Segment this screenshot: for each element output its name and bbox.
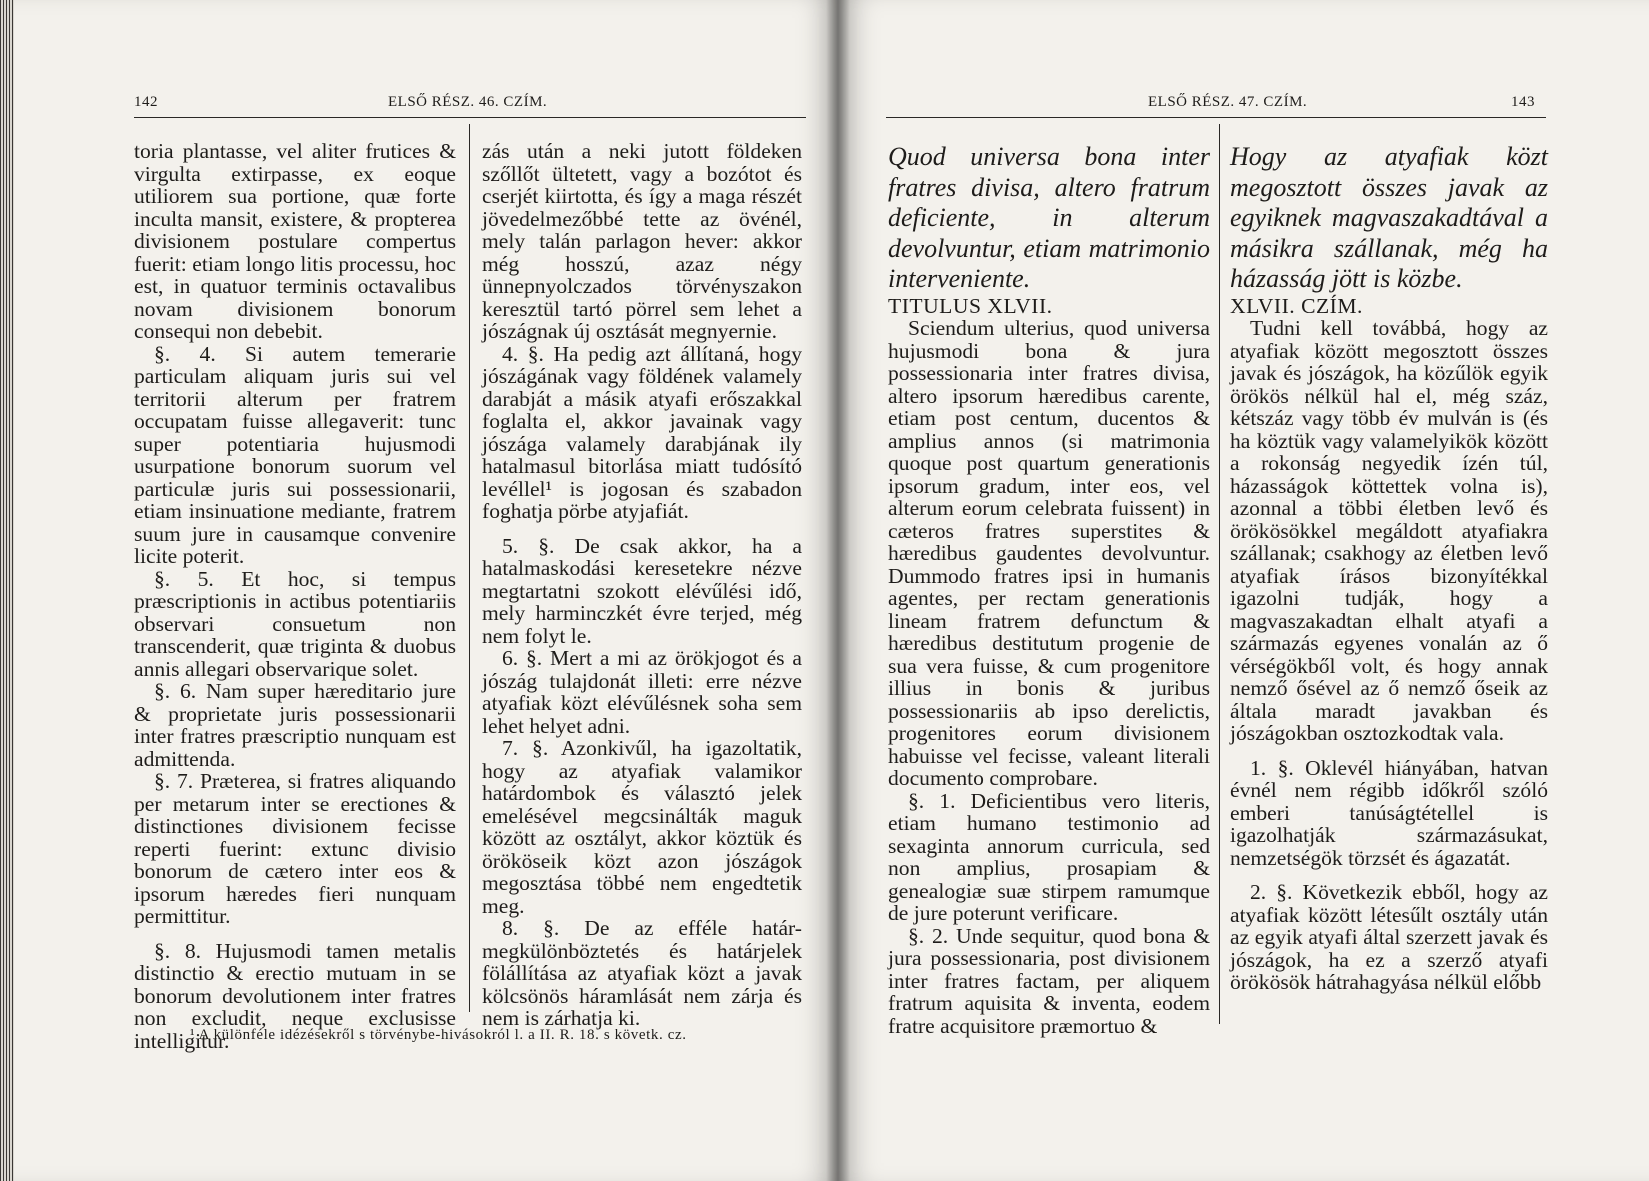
column-divider	[469, 124, 470, 1012]
section-title: Quod universa bona inter fratres divisa, altero fratrum deficiente, in alterum devolvuntur, etiam matrimonio interveniente.	[888, 142, 1210, 293]
running-head: ELSŐ RÉSZ. 47. CZÍM.	[1148, 94, 1308, 110]
book-gutter	[826, 0, 850, 1181]
paragraph: 2. §. Következik ebből, hogy az atyafiak között létesűlt osztály után az egyik atyafi által szerzett javak és jószágok, ha ez a szerző atyafi örökösök hátrahagyása nélkül előbb	[1230, 880, 1548, 994]
paragraph: toria plantasse, vel aliter frutices & virgulta extirpasse, ex eoque utiliorem sua portione, quæ forte inculta mansit, existere, & propterea divisionem postulare compertus fuerit: etiam longo litis processu, hoc est, in quatuor terminis octavalibus novam divisionem bonorum consequi non debebit.	[134, 139, 456, 343]
paragraph: §. 2. Unde sequitur, quod bona & jura possessionaria, post divisionem inter fratres factam, per aliquem fratrum aquisita & inventa, eodem fratre acquisitore præmortuo &	[888, 923, 1210, 1038]
paragraph: 7. §. Azonkivűl, ha igazoltatik, hogy az atyafiak valamikor határdombok és választó jelek emelésével megcsinálták maguk között az osztályt, akkor köztük és örököseik közt azon jószágok megosztása többé nem engedtetik meg.	[482, 736, 802, 918]
page-number: 142	[134, 94, 158, 110]
header-rule	[134, 117, 806, 118]
header-rule	[886, 117, 1546, 118]
paragraph: §. 1. Deficientibus vero literis, etiam humano testimonio ad sexaginta annorum curricula, sed non amplius, prosapiam & genealogiæ suæ stirpem ramumque de jure poterunt verificare.	[888, 788, 1210, 925]
hungarian-column	[482, 140, 802, 1030]
paragraph: 4. §. Ha pedig azt állítaná, hogy jószágának vagy földének valamely darabját a másik atyafi erőszakkal foglalta el, akkor javainak vagy jószága valamely darabjának ily hatalmasul bitorlása miatt tudósító levéllel¹ is jogosan és szabadon foghatja pörbe atyjafiát.	[482, 341, 802, 523]
paragraph: 6. §. Mert a mi az örökjogot és a jószág tulajdonát illeti: erre nézve atyafiak közt elévűlésnek soha sem lehet helyet adni.	[482, 646, 802, 738]
paragraph: 1. §. Oklevél hiányában, hatvan évnél nem régibb időkről szóló emberi tanúságtétellel is igazolhatják származásukat, nemzetségök törzsét és ágazatát.	[1230, 755, 1548, 870]
paragraph: §. 5. Et hoc, si tempus præscriptionis in actibus potentiariis observari consuetum non transcenderit, quæ triginta & duobus annis allegari observarique solet.	[134, 566, 456, 681]
running-head: ELSŐ RÉSZ. 46. CZÍM.	[388, 94, 548, 110]
paragraph: Sciendum ulterius, quod universa hujusmodi bona & jura possessionaria inter fratres divisa, altero ipsorum hæredibus carente, etiam post centum, ducentos & amplius annos (si matrimonia quoque post quartum generationis ipsorum gradum, inter eos, vel alterum eorum celebrata fuissent) in cæteros fratres superstites & hæredibus gaudentes devolvuntur. Dummodo fratres ipsi in humanis agentes, per rectam generationis lineam fratrem defunctum & hæredibus destitutum progenie de sua vera fuisse, & cum progenitore illius in bonis & juribus possessionariis ab ipso derelictis, progenitores eorum divisionem habuisse vel fecisse, valeant literali documento comprobare.	[888, 316, 1210, 790]
page-edges	[0, 0, 14, 1181]
paragraph: Tudni kell továbbá, hogy az atyafiak között megosztott összes javak és jószágok, ha közűlök egyik örökös nélkül hal el, még száz, kétszáz vagy több év mulván is (és ha köztük vagy valamelyikök között a rokonság negyedik ízén túl, házasságok köttettek volna is), azonnal a többi életben levő és örökösökkel megáldott atyafiakra szállanak; csakhogy az életben levő atyafiak írásos bizonyítékkal igazolni tudják, hogy a magvaszakadtan elhalt atyafi a származás egyenes vonalán az ő vérségökből volt, és hogy annak nemző ősével az ő nemző őseik az általa maradt javakban és jószágokban osztozkodtak vala.	[1230, 316, 1548, 745]
paragraph: §. 7. Præterea, si fratres aliquando per metarum inter se erectiones & distinctiones divisionem fecisse reperti fuerint: extunc divisio bonorum de cætero inter eos & ipsorum hæredes fieri nunquam permittitur.	[134, 769, 456, 928]
right-page	[838, 0, 1649, 1181]
latin-column	[888, 142, 1210, 1037]
page-number: 143	[1511, 94, 1535, 110]
paragraph: 8. §. De az efféle határ-megkülönböztetés és határjelek fölállítása az atyafiak közt a javak kölcsönös háramlását nem zárja és nem is zárhatja ki.	[482, 916, 802, 1030]
paragraph: §. 6. Nam super hæreditario jure & proprietate juris possessionarii inter fratres præscriptio nunquam est admittenda.	[134, 679, 456, 771]
paragraph: zás után a neki jutott földeken szőllőt ültetett, vagy a bozótot és cserjét kiirtotta, és így a maga részét jövedelmezőbbé tette az övénél, mely talán parlagon hever: akkor még hosszú, azaz négy ünnepnyolczados törvényszakon keresztül tartó pörrel sem lehet a jószágnak új osztását megnyernie.	[482, 139, 802, 343]
titulus-heading: TITULUS XLVII.	[888, 293, 1053, 318]
column-divider	[1219, 124, 1220, 1024]
paragraph: §. 8. Hujusmodi tamen metalis distinctio & erectio mutuam in se bonorum devolutionem inter fratres non excludit, neque exclusisse intelligitur.	[134, 938, 456, 1053]
footnote: ¹ A különféle idézésekről s törvénybe-hivásokról l. a II. R. 18. s követk. cz.	[190, 1027, 687, 1043]
titulus-heading: XLVII. CZÍM.	[1230, 293, 1363, 318]
paragraph: 5. §. De csak akkor, ha a hatalmaskodási keresetekre nézve megtartatni szokott elévűlési idő, mely harminczkét évre terjed, még nem folyt le.	[482, 533, 802, 648]
hungarian-column	[1230, 142, 1548, 994]
latin-column	[134, 140, 456, 1052]
paragraph: §. 4. Si autem temerarie particulam aliquam juris sui vel territorii alterum per fratrem occupatam fuisse allegaverit: tunc super potentiaria hujusmodi usurpatione bonorum suorum vel particulæ juris sui possessionarii, etiam insinuatione mediante, fratrem suum jure in causamque convenire licite poterit.	[134, 341, 456, 568]
section-title: Hogy az atyafiak közt megosztott összes javak az egyiknek magvaszakadtával a másikra szállanak, még ha házasság jött is közbe.	[1230, 142, 1548, 293]
